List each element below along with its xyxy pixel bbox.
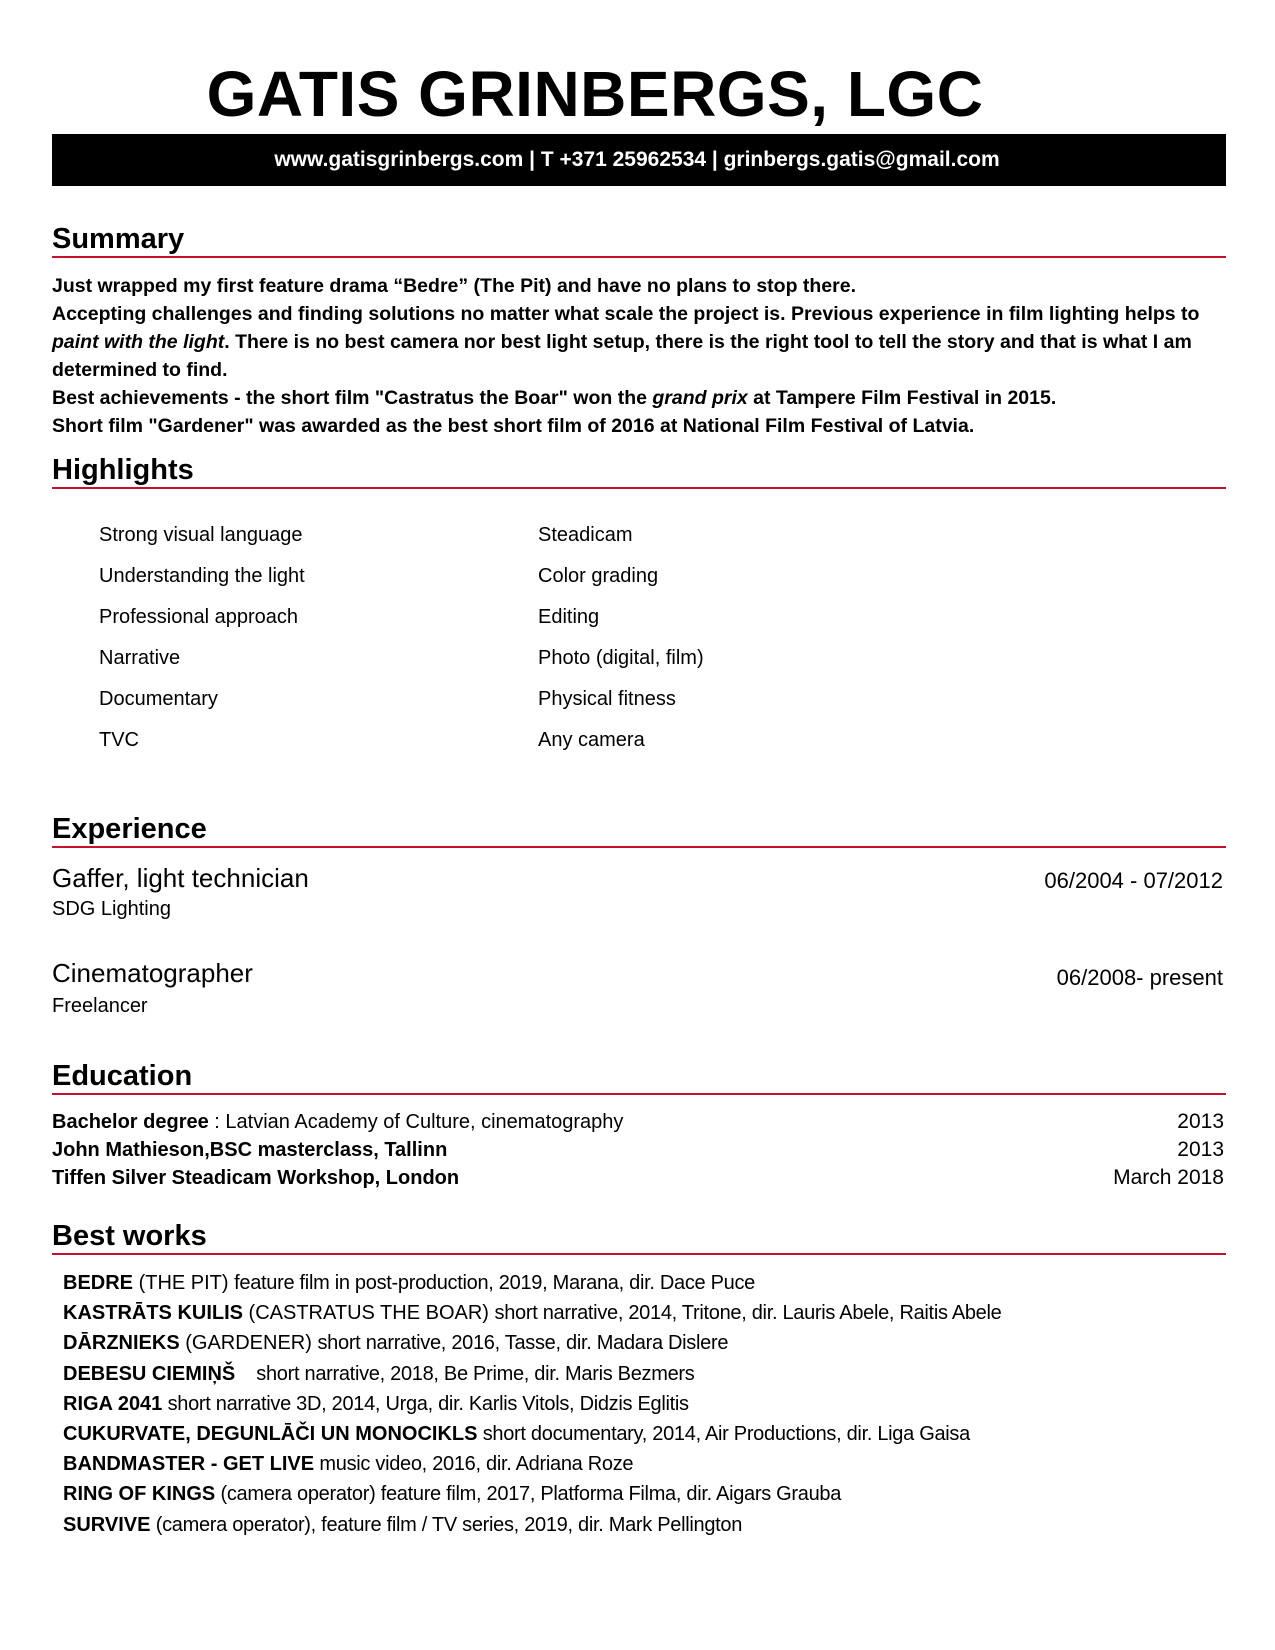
work-item: CUKURVATE, DEGUNLĀČI UN MONOCIKLS short documentary, 2014, Air Productions, dir. Liga Gaisa [63, 1422, 970, 1445]
education-row [52, 1136, 1224, 1164]
contact-bar [52, 134, 1226, 186]
highlight-item: Color grading [538, 565, 659, 587]
work-item: DĀRZNIEKS (GARDENER) short narrative, 2016, Tasse, dir. Madara Dislere [63, 1332, 729, 1355]
highlight-item: Narrative [99, 647, 181, 669]
summary-line: Accepting challenges and finding solutions no matter what scale the project is. Previous experience in film lighting helps to paint with the light. There is no best camera nor best light setup, there is the right tool to tell the story and that is what I am determined to find. [52, 303, 1200, 381]
job-dates: 06/2004 - 07/2012 [1044, 868, 1223, 893]
experience-heading: Experience [52, 812, 1226, 848]
highlight-item: Professional approach [99, 606, 299, 628]
summary-line: Short film "Gardener" was awarded as the best short film of 2016 at National Film Festival of Latvia. [52, 415, 975, 437]
highlight-item: TVC [99, 729, 139, 751]
education-degree: Bachelor degree : Latvian Academy of Culture, cinematography [52, 1111, 624, 1133]
work-item: SURVIVE (camera operator), feature film / TV series, 2019, dir. Mark Pellington [63, 1513, 743, 1536]
highlights-right-list [538, 520, 704, 766]
highlight-item: Documentary [99, 688, 218, 710]
job-company: SDG Lighting [52, 898, 171, 920]
education-row [52, 1164, 1224, 1192]
job-title: Cinematographer [52, 958, 253, 988]
work-item: RIGA 2041 short narrative 3D, 2014, Urga, dir. Karlis Vitols, Didzis Eglitis [63, 1392, 689, 1415]
work-item: DEBESU CIEMIŅŠ short narrative, 2018, Be Prime, dir. Maris Bezmers [63, 1362, 695, 1385]
education-degree: John Mathieson,BSC masterclass, Tallinn [52, 1139, 448, 1161]
contact-info: www.gatisgrinbergs.com | T +371 25962534 | grinbergs.gatis@gmail.com [274, 148, 1000, 171]
summary-line: Best achievements - the short film "Castratus the Boar" won the grand prix at Tampere Film Festival in 2015. [52, 387, 1057, 409]
highlight-item: Physical fitness [538, 688, 676, 710]
highlight-item: Understanding the light [99, 565, 305, 587]
highlight-item: Editing [538, 606, 600, 628]
highlights-left-list [99, 520, 305, 766]
best-works-list [63, 1268, 1001, 1540]
job-title: Gaffer, light technician [52, 863, 309, 893]
work-item: BANDMASTER - GET LIVE music video, 2016, dir. Adriana Roze [63, 1453, 634, 1476]
work-item: RING OF KINGS (camera operator) feature film, 2017, Platforma Filma, dir. Aigars Grauba [63, 1483, 842, 1506]
summary-text [52, 272, 1226, 440]
job-dates: 06/2008- present [1056, 965, 1223, 990]
education-heading: Education [52, 1059, 1226, 1095]
education-degree: Tiffen Silver Steadicam Workshop, London [52, 1167, 460, 1189]
highlights-heading: Highlights [52, 453, 1226, 489]
work-item: KASTRĀTS KUILIS (CASTRATUS THE BOAR) short narrative, 2014, Tritone, dir. Lauris Abele, Raitis Abele [63, 1302, 1002, 1325]
resume-name: GATIS GRINBERGS, LGC [206, 58, 984, 130]
highlight-item: Any camera [538, 729, 645, 751]
highlight-item: Strong visual language [99, 524, 303, 546]
best-works-heading: Best works [52, 1219, 1226, 1255]
summary-heading: Summary [52, 222, 1226, 258]
job-company: Freelancer [52, 995, 148, 1017]
education-year: 2013 [1177, 1110, 1224, 1133]
work-item: BEDRE (THE PIT) feature film in post-production, 2019, Marana, dir. Dace Puce [63, 1272, 756, 1294]
highlight-item: Photo (digital, film) [538, 647, 704, 669]
education-year: 2013 [1177, 1138, 1224, 1161]
education-year: March 2018 [1113, 1166, 1224, 1189]
highlight-item: Steadicam [538, 524, 633, 546]
summary-line: Just wrapped my first feature drama “Bedre” (The Pit) and have no plans to stop there. [52, 275, 856, 297]
education-row [52, 1108, 1224, 1136]
